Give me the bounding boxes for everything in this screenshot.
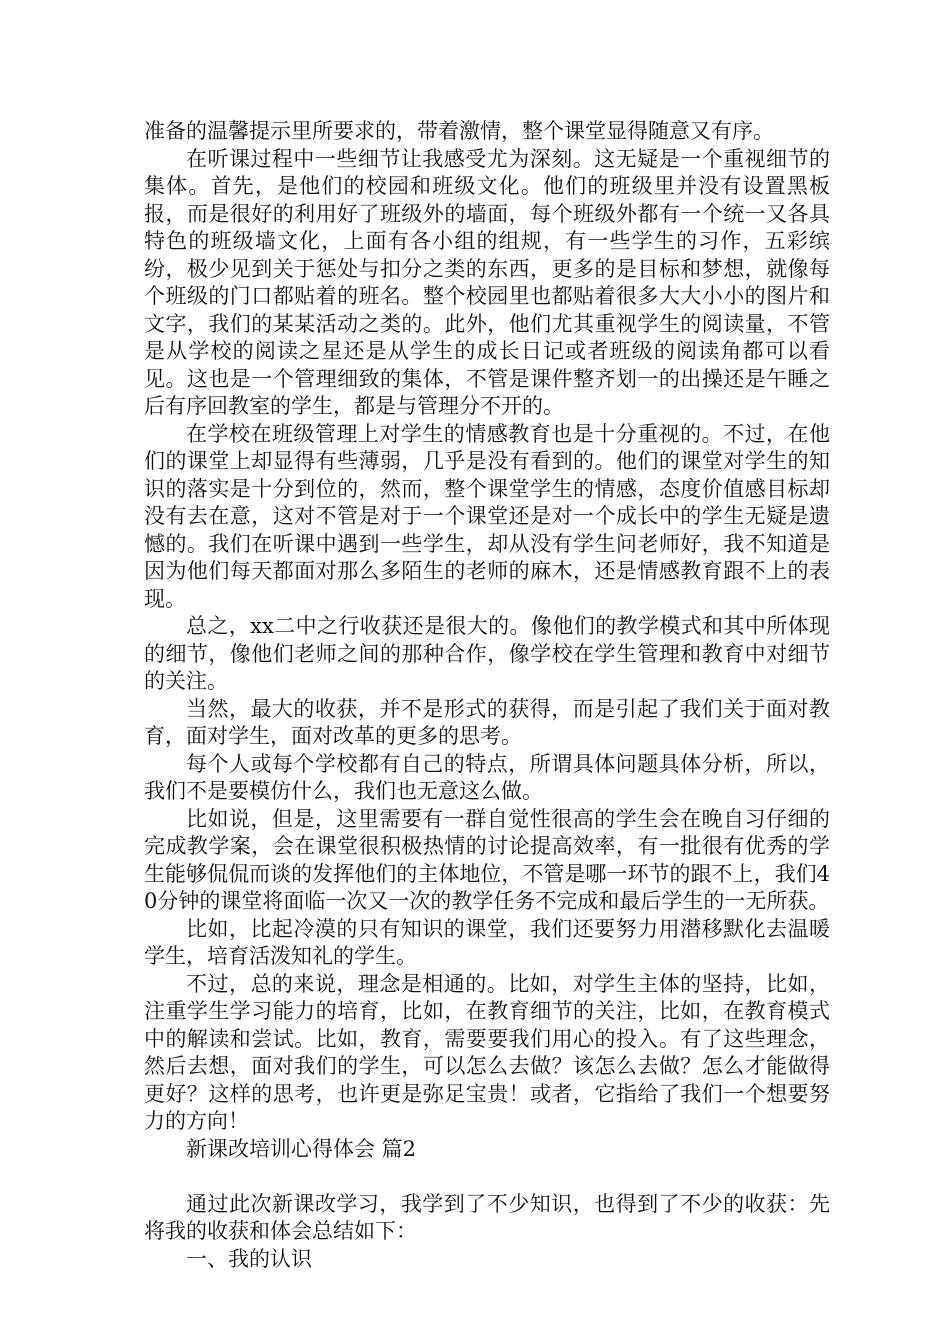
- paragraph: 每个人或每个学校都有自己的特点，所谓具体问题具体分析，所以，我们不是要模仿什么，我们也无意这么做。: [144, 751, 830, 803]
- paragraph: 准备的温馨提示里所要求的，带着激情，整个课堂显得随意又有序。: [144, 119, 774, 143]
- paragraph: 比如说，但是，这里需要有一群自觉性很高的学生会在晚自习仔细的完成教学案，会在课堂很积极热情的讨论提高效率，有一批很有优秀的学生能够侃侃而谈的发挥他们的主体地位，不管是哪一环节的跟不上，我们40分钟的课堂将面临一次又一次的教学任务不完成和最后学生的一无所获。: [144, 806, 830, 913]
- paragraph: 当然，最大的收获，并不是形式的获得，而是引起了我们关于面对教育，面对学生，面对改革的更多的思考。: [144, 696, 830, 748]
- paragraph: 在学校在班级管理上对学生的情感教育也是十分重视的。不过，在他们的课堂上却显得有些薄弱，几乎是没有看到的。他们的课堂对学生的知识的落实是十分到位的，然而，整个课堂学生的情感，态度价值感目标却没有去在意，这对不管是对于一个课堂还是对一个成长中的学生无疑是遗憾的。我们在听课中遇到一些学生，却从没有学生问老师好，我不知道是因为他们每天都面对那么多陌生的老师的麻木，还是情感教育跟不上的表现。: [144, 421, 830, 611]
- document-page: [144, 118, 830, 1273]
- paragraph: 在听课过程中一些细节让我感受尤为深刻。这无疑是一个重视细节的集体。首先，是他们的校园和班级文化。他们的班级里并没有设置黑板报，而是很好的利用好了班级外的墙面，每个班级外都有一个统一又各具特色的班级墙文化，上面有各小组的组规，有一些学生的习作，五彩缤纷，极少见到关于惩处与扣分之类的东西，更多的是目标和梦想，就像每个班级的门口都贴着的班名。整个校园里也都贴着很多大大小小的图片和文字，我们的某某活动之类的。此外，他们尤其重视学生的阅读量，不管是从学校的阅读之星还是从学生的成长日记或者班级的阅读角都可以看见。这也是一个管理细致的集体，不管是课件整齐划一的出操还是午睡之后有序回教室的学生，都是与管理分不开的。: [144, 146, 830, 418]
- paragraph: 总之，xx二中之行收获还是很大的。像他们的教学模式和其中所体现的细节，像他们老师之间的那种合作，像学校在学生管理和教育中对细节的关注。: [144, 614, 830, 693]
- section-title: 新课改培训心得体会 篇2: [186, 1136, 417, 1161]
- paragraph: 通过此次新课改学习，我学到了不少知识，也得到了不少的收获：先将我的收获和体会总结如下：: [144, 1191, 830, 1243]
- subheading: 一、我的认识: [186, 1246, 312, 1271]
- blank-line: [144, 1163, 830, 1191]
- paragraph: 不过，总的来说，理念是相通的。比如，对学生主体的坚持，比如，注重学生学习能力的培育，比如，在教育细节的关注，比如，在教育模式中的解读和尝试。比如，教育，需要要我们用心的投入。有了这些理念，然后去想，面对我们的学生，可以怎么去做？该怎么去做？怎么才能做得更好？这样的思考，也许更是弥足宝贵！或者，它指给了我们一个想要努力的方向！: [144, 971, 830, 1133]
- paragraph: 比如，比起冷漠的只有知识的课堂，我们还要努力用潜移默化去温暖学生，培育活泼知礼的学生。: [144, 916, 830, 968]
